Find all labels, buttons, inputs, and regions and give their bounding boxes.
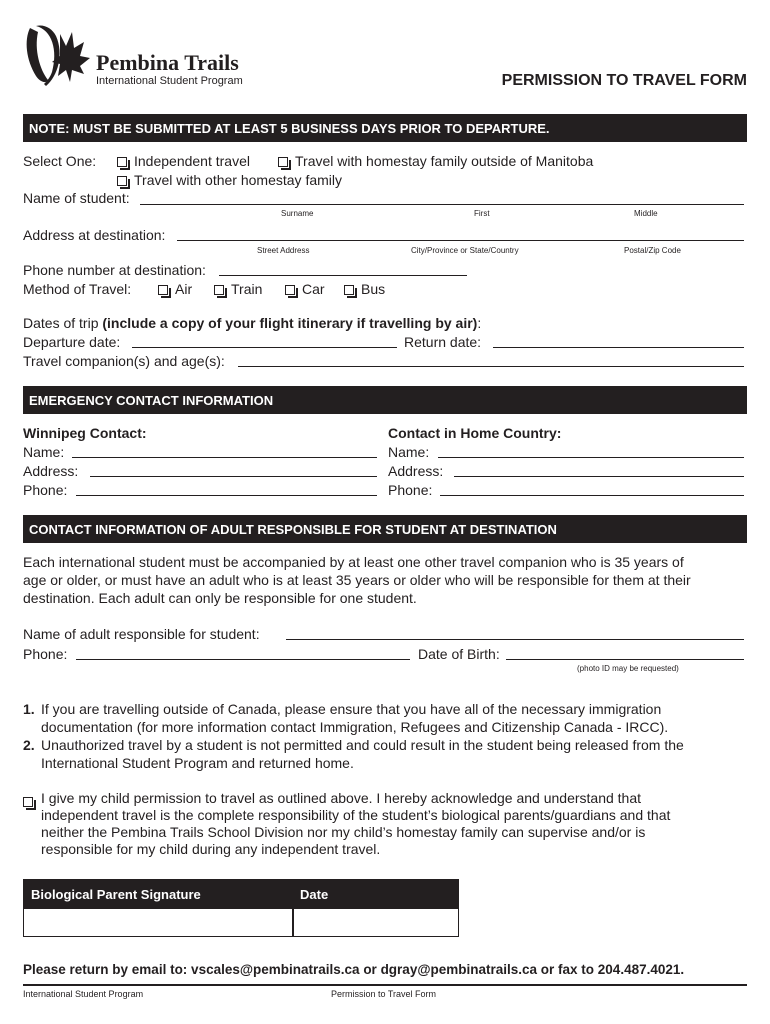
checkbox-icon[interactable] [344, 285, 354, 295]
first-caption: First [474, 209, 490, 218]
dates-of-trip-label: Dates of trip (include a copy of your flight itinerary if travelling by air): [23, 315, 482, 331]
footer-form-name: Permission to Travel Form [331, 989, 437, 999]
companions-label: Travel companion(s) and age(s): [23, 353, 225, 369]
rule-1: 1. If you are travelling outside of Canada, please ensure that you have all of the necessary immigration documentation (for more information contact Immigration, Refugees and Citizenship Canada - IRCC). [23, 701, 669, 735]
parent-signature-label: Biological Parent Signature [31, 887, 201, 902]
dob-label: Date of Birth: [418, 646, 500, 662]
winnipeg-address-field[interactable] [90, 476, 377, 477]
signature-date-field[interactable] [294, 909, 458, 935]
home-name-field[interactable] [438, 457, 744, 458]
adult-name-field[interactable] [286, 639, 744, 640]
winnipeg-contact-title: Winnipeg Contact: [23, 425, 147, 441]
method-train[interactable]: Train [214, 281, 262, 298]
adult-requirement-text: Each international student must be accompanied by at least one other travel companion who is 35 years of age or older, or must have an adult who is at least 35 years or older who will be responsible for them at their destination. Each adult can only be responsible for one student. [23, 554, 691, 606]
middle-caption: Middle [634, 209, 658, 218]
student-name-field[interactable] [140, 204, 744, 205]
phone-label: Phone number at destination: [23, 262, 206, 278]
return-field[interactable] [493, 347, 744, 348]
adult-name-label: Name of adult responsible for student: [23, 626, 260, 642]
adult-bar: CONTACT INFORMATION OF ADULT RESPONSIBLE FOR STUDENT AT DESTINATION [23, 515, 747, 543]
footer-rule [23, 984, 747, 986]
companions-field[interactable] [238, 366, 744, 367]
return-label: Return date: [404, 334, 482, 350]
home-address-label: Address: [388, 463, 444, 479]
checkbox-icon[interactable] [278, 157, 288, 167]
option-other-homestay[interactable]: Travel with other homestay family [117, 172, 342, 189]
departure-field[interactable] [132, 347, 397, 348]
home-phone-label: Phone: [388, 482, 433, 498]
phone-field[interactable] [219, 275, 467, 276]
method-bus[interactable]: Bus [344, 281, 385, 298]
checkbox-icon[interactable] [285, 285, 295, 295]
address-label: Address at destination: [23, 227, 166, 243]
rule-2: 2. Unauthorized travel by a student is not permitted and could result in the student being released from the International Student Program and returned home. [23, 737, 684, 771]
leaf-logo-icon [22, 20, 92, 90]
winnipeg-phone-field[interactable] [76, 495, 377, 496]
method-air[interactable]: Air [158, 281, 192, 298]
select-one-label: Select One: [23, 153, 97, 169]
date-label: Date [300, 887, 329, 902]
footer-program: International Student Program [23, 989, 144, 999]
parent-signature-field[interactable] [24, 909, 292, 935]
checkbox-icon[interactable] [23, 797, 33, 807]
winnipeg-name-field[interactable] [72, 457, 377, 458]
adult-phone-label: Phone: [23, 646, 68, 662]
address-field[interactable] [177, 240, 744, 241]
adult-phone-field[interactable] [76, 659, 410, 660]
home-address-field[interactable] [454, 476, 744, 477]
student-name-label: Name of student: [23, 190, 130, 206]
signature-table [23, 879, 459, 937]
method-label: Method of Travel: [23, 281, 132, 297]
home-name-label: Name: [388, 444, 430, 460]
emergency-bar: EMERGENCY CONTACT INFORMATION [23, 386, 747, 414]
home-contact-title: Contact in Home Country: [388, 425, 562, 441]
postal-caption: Postal/Zip Code [624, 246, 681, 255]
return-note: Please return by email to: vscales@pembinatrails.ca or dgray@pembinatrails.ca or fax to 204.487.4021. [23, 962, 685, 977]
program-name: International Student Program [96, 75, 243, 87]
street-caption: Street Address [257, 246, 310, 255]
method-car[interactable]: Car [285, 281, 325, 298]
photo-id-caption: (photo ID may be requested) [577, 664, 679, 673]
winnipeg-address-label: Address: [23, 463, 79, 479]
checkbox-icon[interactable] [158, 285, 168, 295]
org-name: Pembina Trails [96, 50, 239, 75]
consent-text: I give my child permission to travel as outlined above. I hereby acknowledge and understand that independent travel is the complete responsibility of the student’s biological parents/guardians and that neither the Pembina Trails School Division nor my child’s homestay family can supervise and/or is responsible for my child during any independent travel. [41, 790, 671, 857]
consent-checkbox[interactable] [23, 793, 40, 811]
checkbox-icon[interactable] [117, 176, 127, 186]
winnipeg-name-label: Name: [23, 444, 65, 460]
checkbox-icon[interactable] [214, 285, 224, 295]
winnipeg-phone-label: Phone: [23, 482, 68, 498]
departure-label: Departure date: [23, 334, 121, 350]
note-bar: NOTE: MUST BE SUBMITTED AT LEAST 5 BUSINESS DAYS PRIOR TO DEPARTURE. [23, 114, 747, 142]
dob-field[interactable] [506, 659, 744, 660]
surname-caption: Surname [281, 209, 314, 218]
checkbox-icon[interactable] [117, 157, 127, 167]
option-homestay-outside[interactable]: Travel with homestay family outside of Manitoba [278, 153, 593, 170]
home-phone-field[interactable] [440, 495, 744, 496]
form-title: PERMISSION TO TRAVEL FORM [501, 72, 747, 89]
option-independent[interactable]: Independent travel [117, 153, 250, 170]
city-caption: City/Province or State/Country [411, 246, 519, 255]
pembina-trails-logo [22, 20, 92, 90]
